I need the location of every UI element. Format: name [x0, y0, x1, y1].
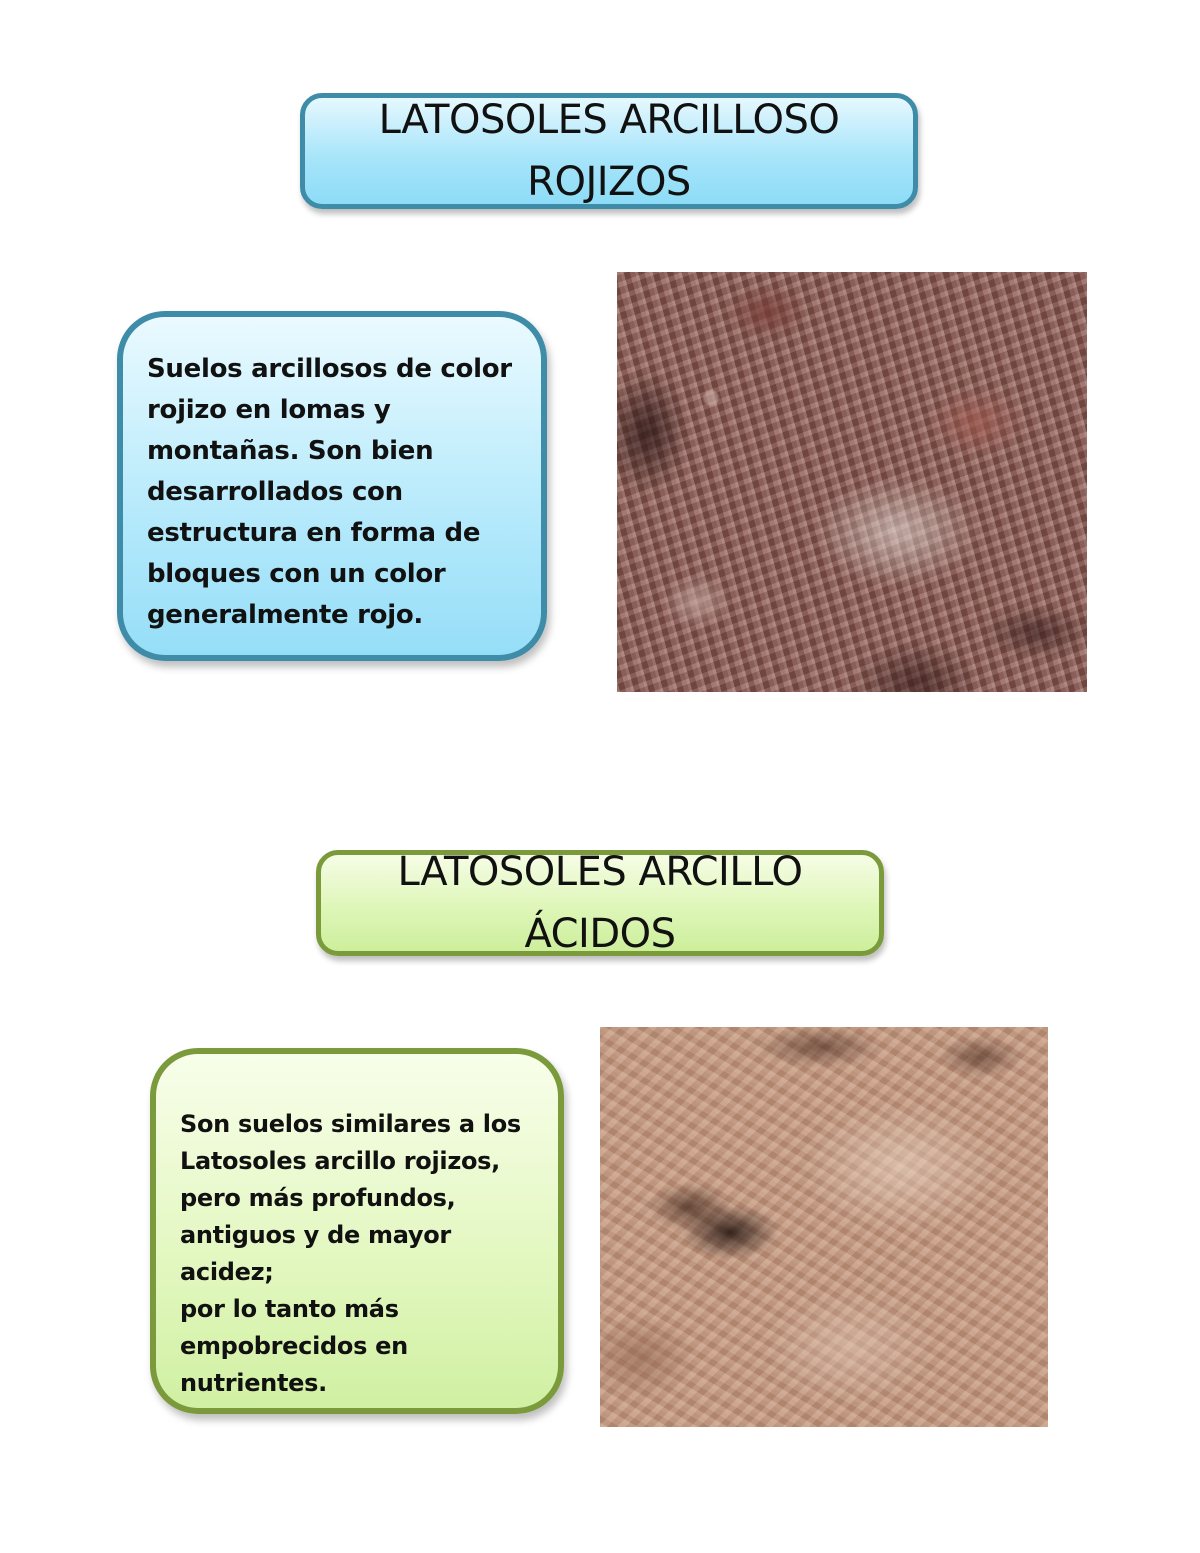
section2-title: LATOSOLES ARCILLO ÁCIDOS [397, 849, 803, 957]
section2-description-line: por lo tanto más [180, 1295, 399, 1323]
section1-description-line: desarrollados con [147, 477, 403, 507]
section1-description-line: estructura en forma de [147, 518, 481, 548]
section1-title-line2: ROJIZOS [527, 159, 691, 205]
section1-description-line: generalmente rojo. [147, 600, 423, 630]
section1-description-line: Suelos arcillosos de color [147, 354, 512, 384]
section2-description-line: empobrecidos en [180, 1332, 408, 1360]
section2-description-line: pero más profundos, [180, 1184, 456, 1212]
section1-description-box [117, 311, 547, 661]
section1-title-line1: LATOSOLES ARCILLOSO [378, 97, 840, 143]
section1-description-line: montañas. Son bien [147, 436, 434, 466]
section2-description-line: nutrientes. [180, 1369, 327, 1397]
section1-title [379, 89, 840, 213]
section1-description-line: rojizo en lomas y [147, 395, 391, 425]
section1-description-line: bloques con un color [147, 559, 446, 589]
section2-description-box [150, 1048, 564, 1414]
section2-description-line: Latosoles arcillo rojizos, [180, 1147, 500, 1175]
red-clay-soil-photo [617, 272, 1087, 692]
acid-clay-soil-photo [600, 1027, 1048, 1427]
section2-description-line: antiguos y de mayor acidez; [180, 1221, 451, 1286]
section2-title-box [316, 850, 884, 956]
section2-description-line: Son suelos similares a los [180, 1110, 521, 1138]
section1-title-box [300, 93, 918, 209]
